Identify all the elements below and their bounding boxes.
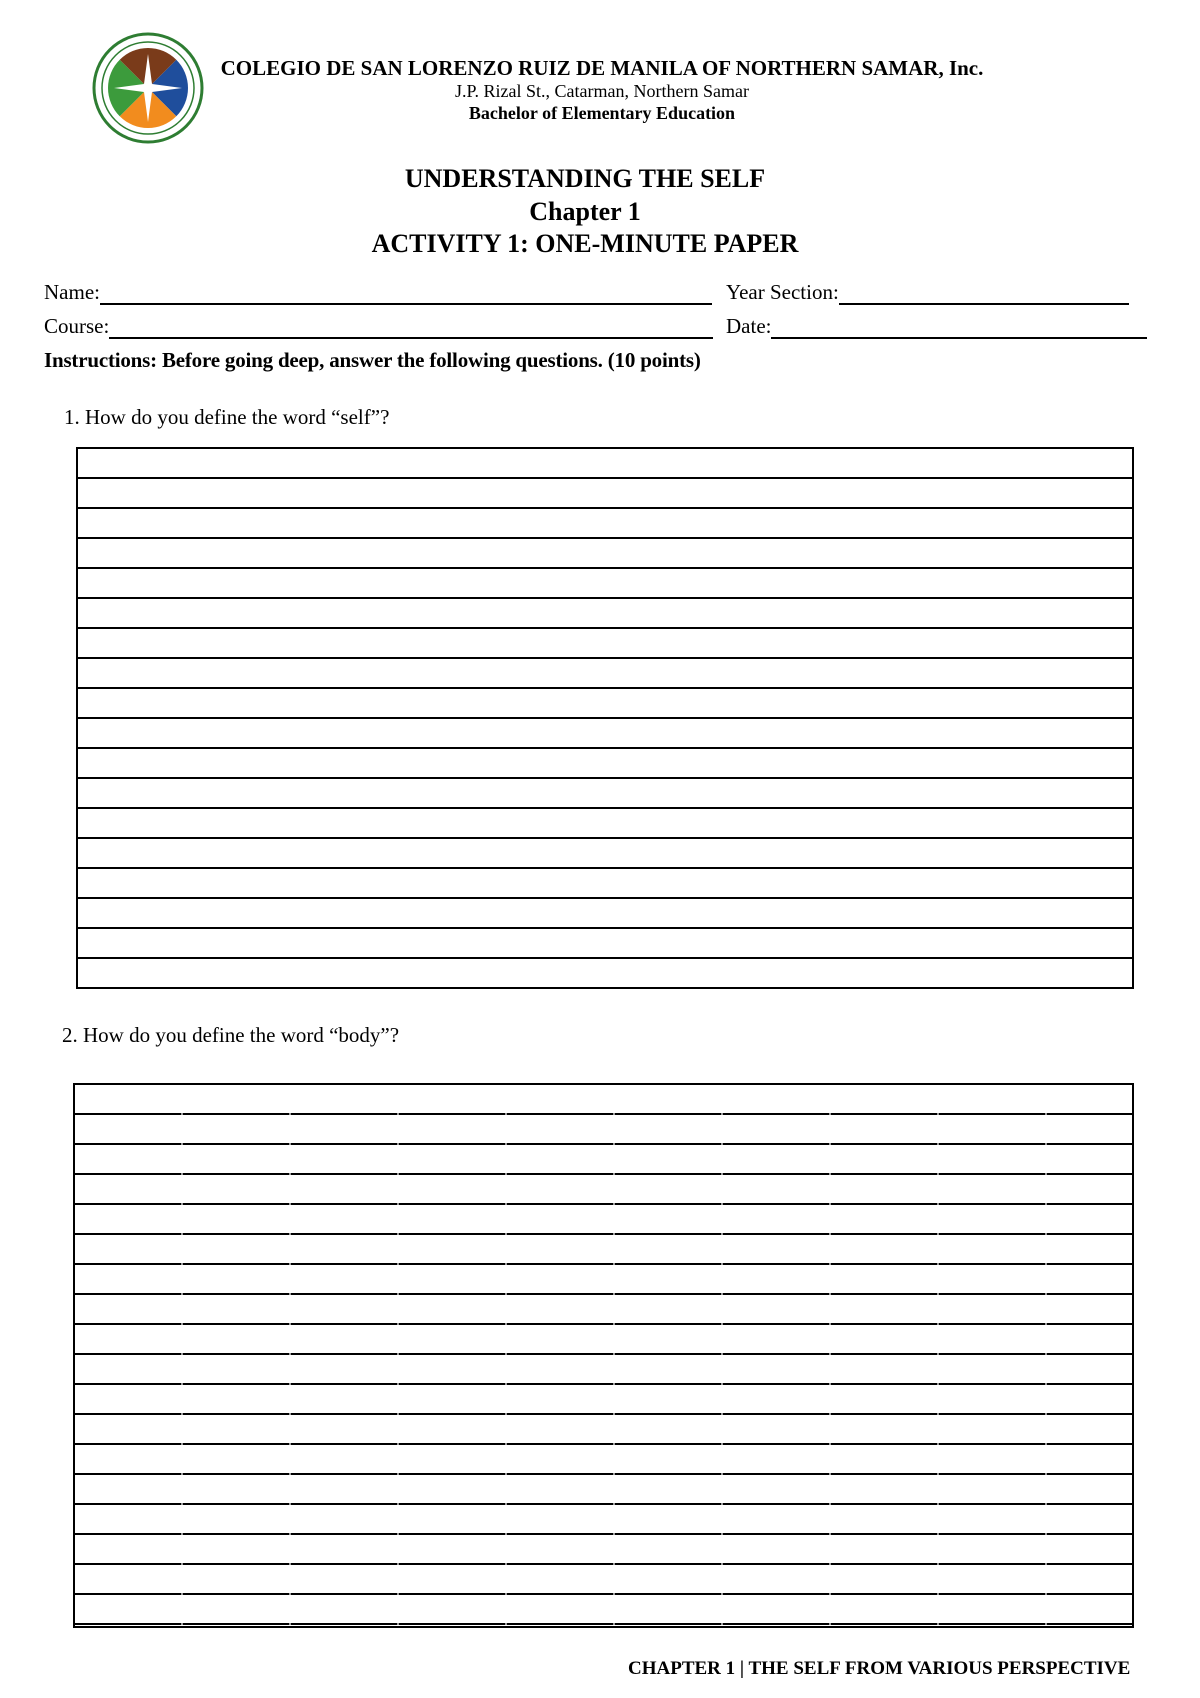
name-label: Name: [44,280,100,304]
course-blank[interactable] [109,317,713,339]
year-section-blank[interactable] [839,283,1129,305]
question-2: 2. How do you define the word “body”? [62,1023,400,1047]
school-address: J.P. Rizal St., Catarman, Northern Samar [455,81,749,101]
answer-box-2[interactable] [73,1083,1134,1628]
date-field[interactable] [726,314,1147,339]
school-program: Bachelor of Elementary Education [468,103,736,123]
page-footer: CHAPTER 1 | THE SELF FROM VARIOUS PERSPECTIVE [628,1658,1131,1679]
chapter-title: Chapter 1 [529,197,641,226]
answer-box-1[interactable] [76,447,1134,989]
date-label: Date: [726,314,772,338]
name-blank[interactable] [100,283,712,305]
activity-title: ACTIVITY 1: ONE-MINUTE PAPER [371,229,799,258]
school-seal-icon [92,32,204,144]
instructions: Instructions: Before going deep, answer the following questions. (10 points) [44,348,701,372]
course-label: Course: [44,314,110,338]
year-section-field[interactable] [726,280,1129,305]
page-title: UNDERSTANDING THE SELF [404,164,766,193]
course-field[interactable] [44,314,713,339]
year-section-label: Year Section: [726,280,839,304]
date-blank[interactable] [771,317,1147,339]
name-field[interactable] [44,280,712,305]
school-name: COLEGIO DE SAN LORENZO RUIZ DE MANILA OF NORTHERN SAMAR, Inc. [220,56,984,80]
question-1: 1. How do you define the word “self”? [64,405,390,429]
